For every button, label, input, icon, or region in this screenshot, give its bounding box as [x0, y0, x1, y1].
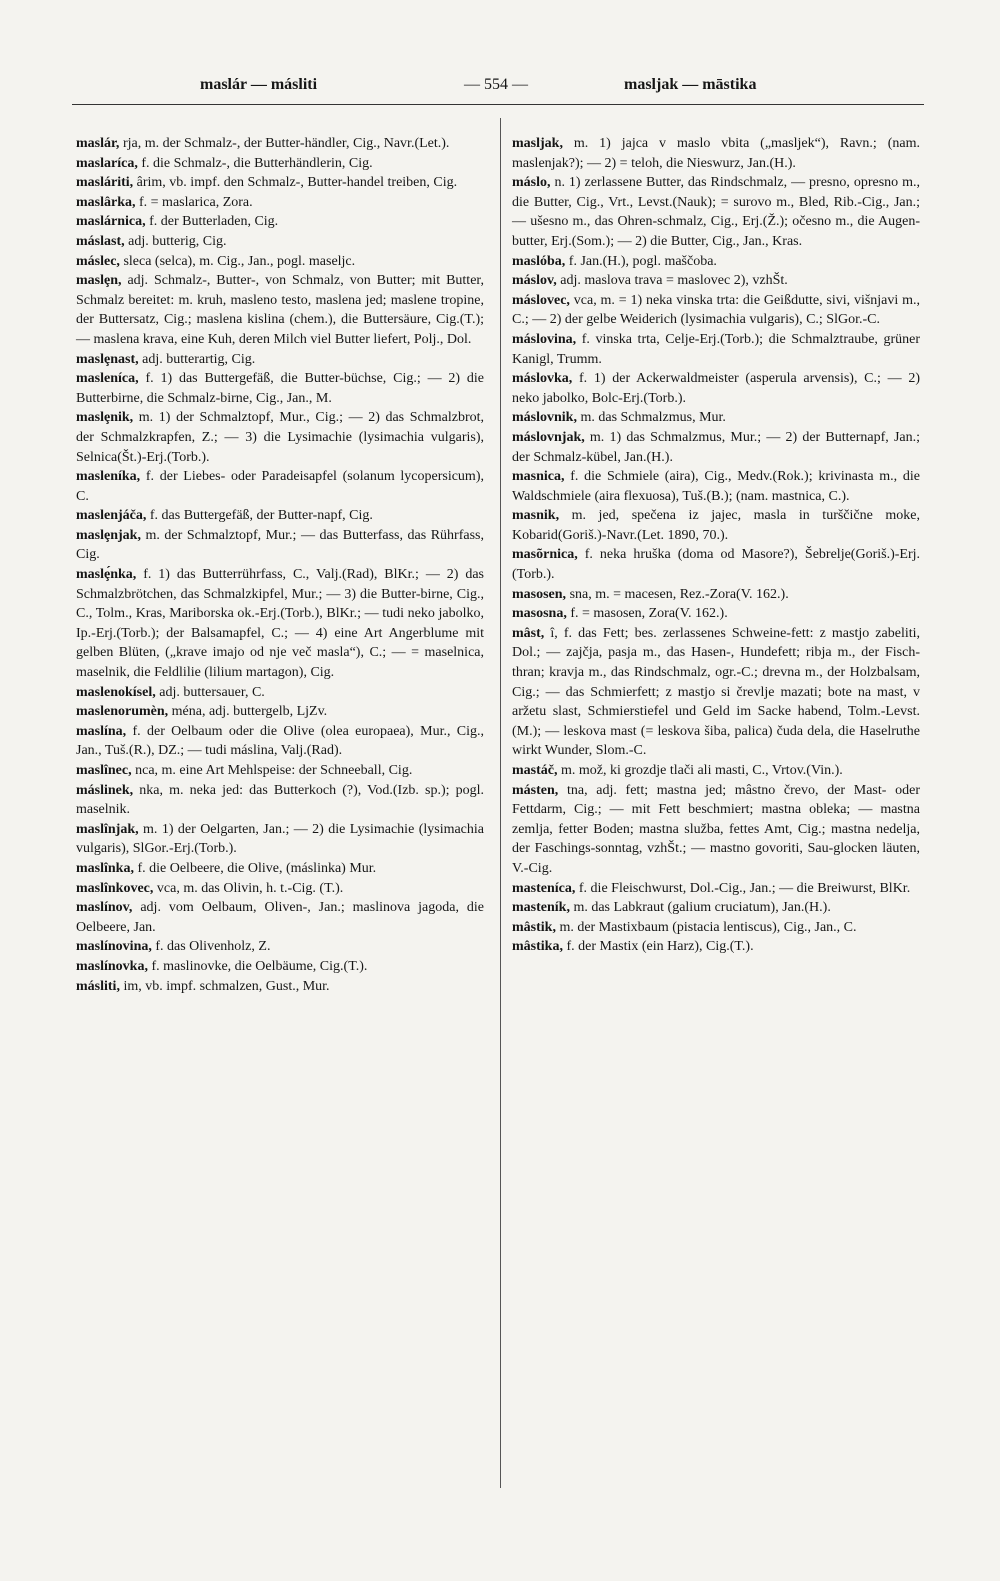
entry-headword: maslârka, [76, 194, 136, 210]
entry-definition: m. der Mastixbaum (pistacia lentiscus), Cig., Jan., C. [559, 919, 857, 935]
entry-headword: mâstik, [512, 919, 556, 935]
page-header [72, 76, 922, 104]
dictionary-entry [512, 173, 920, 251]
dictionary-entry [76, 859, 484, 879]
entry-headword: mastáč, [512, 763, 558, 778]
page-number: — 554 — [464, 76, 528, 93]
entry-definition: m. 1) der Oelgarten, Jan.; — 2) die Lysimachie (lysimachia vulgaris), SlGor.-Erj.(Torb.). [76, 821, 485, 857]
entry-headword: maslînec, [76, 763, 132, 778]
entry-definition: m. jed, spečena iz jajec, masla in turščične moke, Kobarid(Goriš.)-Navr.(Let. 1890, 70.). [512, 508, 920, 543]
entry-headword: máslovina, [512, 331, 577, 347]
header-right-range: masljak — māstika [624, 76, 757, 93]
dictionary-entry [76, 820, 484, 859]
entry-headword: maslár, [76, 136, 120, 151]
entry-definition: vca, m. das Olivin, h. t.-Cig. (T.). [156, 880, 344, 896]
entry-headword: maslȩn, [76, 273, 122, 289]
entry-headword: masljak, [512, 136, 563, 151]
entry-definition: ârim, vb. impf. den Schmalz-, Butter-handel treiben, Cig. [136, 175, 458, 191]
entry-definition: f. neka hruška (doma od Masore?), Šebrelje(Goriš.)-Erj.(Torb.). [512, 547, 920, 583]
dictionary-entry [76, 683, 484, 703]
column-divider [500, 118, 501, 1488]
dictionary-entry [512, 506, 920, 545]
entry-definition: im, vb. impf. schmalzen, Gust., Mur. [123, 978, 330, 994]
entry-headword: maslînkovec, [76, 880, 154, 896]
entry-headword: maslȩnik, [76, 410, 134, 426]
entry-headword: masosna, [512, 606, 567, 622]
dictionary-entry [76, 193, 484, 213]
entry-definition: f. 1) der Ackerwaldmeister (asperula arvensis), C.; — 2) neko jabolko, Bolc-Erj.(Torb.). [512, 371, 921, 406]
entry-definition: ména, adj. buttergelb, LjZv. [171, 704, 328, 720]
dictionary-entry [76, 173, 484, 193]
right-column [512, 134, 920, 957]
dictionary-entry [512, 467, 920, 506]
dictionary-entry [512, 545, 920, 584]
dictionary-entry [512, 585, 920, 605]
entry-headword: máslovec, [512, 292, 570, 308]
dictionary-entry [512, 271, 920, 291]
entry-definition: f. der Butterladen, Cig. [149, 214, 279, 230]
entry-definition: m. das Labkraut (galium cruciatum), Jan.(H.). [573, 900, 831, 916]
entry-definition: n. 1) zerlassene Butter, das Rindschmalz, — presno, opresno m., die Butter, Cig., Vrt., Levst.(Nauk); = surovo m., Bled, Rib.-Cig., Jan.; — ušesno m., das Ohren-schmalz, Cig., Erj.(Ž.); očesno m., die Augen-butter, Erj.(Som.); — 2) die Butter, Cig., Jan., Kras. [512, 175, 920, 249]
entry-headword: masnica, [512, 469, 565, 485]
dictionary-entry [76, 154, 484, 174]
entry-headword: masõrnica, [512, 547, 578, 563]
dictionary-entry [76, 252, 484, 272]
dictionary-entry [512, 918, 920, 938]
entry-definition: f. das Buttergefäß, der Butter-napf, Cig. [149, 508, 373, 524]
entry-definition: vca, m. = 1) neka vinska trta: die Geißdutte, sivi, višnjavi m., C.; — 2) der gelbe Weiderich (lysimachia vulgaris), C.; SlGor.-C. [512, 292, 920, 328]
entry-headword: maslȩnast, [76, 351, 139, 367]
entry-headword: máslo, [512, 175, 551, 191]
entry-headword: masleníka, [76, 469, 141, 485]
entry-headword: maslaríca, [76, 155, 138, 171]
dictionary-entry [76, 408, 484, 467]
entry-definition: m. mož, ki grozdje tlači ali masti, C., Vrtov.(Vin.). [561, 763, 843, 778]
dictionary-entry [512, 937, 920, 957]
dictionary-entry [512, 291, 920, 330]
entry-definition: f. 1) das Butterrührfass, C., Valj.(Rad), BlKr.; — 2) das Schmalzbrötchen, das Schmalzkipfel, Mur.; — 3) die Butter-birne, Cig., C., Tolm., Kras, Mariborska ok.-Erj.(Torb.), BlKr.; — tudi neko jabolko, Ip.-Erj.(Torb.); der Balsamapfel, C.; — 4) eine Art Angerblume mit gelben Blüten, („krave imajo od nje več masla“), C.; — = maselnica, maselnik, die Feldlilie (lilium martagon), Cig. [76, 567, 485, 681]
entry-headword: máslovnjak, [512, 429, 585, 445]
entry-definition: f. Jan.(H.), pogl. maščoba. [568, 253, 717, 269]
entry-headword: mâstika, [512, 939, 563, 955]
entry-headword: maslenokísel, [76, 684, 156, 700]
entry-headword: maslȩnjak, [76, 527, 141, 543]
entry-definition: m. das Schmalzmus, Mur. [580, 410, 726, 426]
dictionary-entry [76, 350, 484, 370]
entry-headword: maslînka, [76, 860, 134, 876]
dictionary-entry [512, 408, 920, 428]
entry-headword: maslenjáča, [76, 508, 147, 524]
dictionary-entry [512, 369, 920, 408]
entry-headword: maslárnica, [76, 214, 146, 230]
dictionary-entry [76, 937, 484, 957]
dictionary-entry [512, 624, 920, 761]
entry-headword: masosen, [512, 586, 567, 602]
header-left-range: maslár — másliti [200, 76, 318, 93]
dictionary-entry [76, 722, 484, 761]
entry-definition: m. der Schmalztopf, Mur.; — das Butterfass, das Rührfass, Cig. [76, 527, 484, 563]
entry-headword: másliti, [76, 978, 120, 994]
dictionary-entry [512, 428, 920, 467]
entry-headword: maslínovina, [76, 939, 152, 955]
entry-definition: f. das Olivenholz, Z. [155, 939, 271, 955]
entry-definition: f. der Oelbaum oder die Olive (olea europaea), Mur., Cig., Jan., Tuš.(R.), DZ.; — tudi máslina, Valj.(Rad). [76, 723, 485, 759]
entry-headword: mâst, [512, 625, 545, 641]
header-rule [72, 104, 924, 105]
dictionary-entry [76, 977, 484, 997]
entry-headword: maslînjak, [76, 821, 139, 837]
entry-definition: f. die Fleischwurst, Dol.-Cig., Jan.; — die Breiwurst, BlKr. [578, 880, 911, 896]
entry-headword: maslȩ́nka, [76, 567, 137, 583]
entry-definition: nka, m. neka jed: das Butterkoch (?), Vod.(Izb. sp.); pogl. maselnik. [76, 782, 484, 818]
entry-definition: m. 1) das Schmalzmus, Mur.; — 2) der Butternapf, Jan.; der Schmalz-kübel, Jan.(H.). [512, 429, 920, 465]
entry-headword: máslast, [76, 233, 125, 249]
entry-definition: adj. butterartig, Cig. [142, 351, 256, 367]
dictionary-entry [512, 781, 920, 879]
dictionary-entry [76, 212, 484, 232]
entry-headword: máslinek, [76, 782, 134, 798]
dictionary-entry [76, 232, 484, 252]
entry-definition: î, f. das Fett; bes. zerlassenes Schweine-fett: z mastjo zabeliti, Dol.; — zajčja, pasja m., das Hasen-, Hundefett; ribja m., der Fisch-thran; kravja m., das Rindschmalz, ogr.-C.; drevna m., der Holzbalsam, Cig.; — das Schmierfett; z mastjo si črevlje mazati; bote na mast, v aržetu slast, Schmierstiefel und Geld im Sacke habend, Tolm.-Levst.(M.); — leskova mast (= leskova šiba, palica) čuda dela, die Haselruthe wirkt Wunder, Slom.-C. [512, 625, 921, 759]
dictionary-entry [76, 526, 484, 565]
entry-definition: f. vinska trta, Celje-Erj.(Torb.); die Schmalztraube, grüner Kanigl, Trumm. [512, 331, 921, 367]
entry-headword: maslínovka, [76, 958, 148, 974]
entry-definition: adj. vom Oelbaum, Oliven-, Jan.; maslinova jagoda, die Oelbeere, Jan. [76, 900, 484, 935]
entry-headword: masleníca, [76, 371, 139, 387]
entry-definition: rja, m. der Schmalz-, der Butter-händler, Cig., Navr.(Let.). [122, 136, 450, 151]
entry-headword: maslenorumèn, [76, 704, 169, 720]
entry-definition: f. die Schmalz-, die Butterhändlerin, Cig. [141, 155, 373, 171]
entry-headword: masteník, [512, 900, 570, 916]
entry-definition: f. maslinovke, die Oelbäume, Cig.(T.). [151, 958, 368, 974]
entry-headword: máslov, [512, 273, 557, 289]
entry-definition: f. = maslarica, Zora. [139, 194, 253, 210]
dictionary-entry [512, 879, 920, 899]
entry-headword: maslína, [76, 723, 127, 739]
dictionary-entry [76, 565, 484, 683]
entry-headword: masnik, [512, 508, 560, 524]
dictionary-entry [512, 252, 920, 272]
entry-headword: másten, [512, 782, 559, 798]
entry-definition: adj. Schmalz-, Butter-, von Schmalz, von Butter; mit Butter, Schmalz bereitet: m. kruh, masleno testo, maslena jed; maslene tropine, der Buttersatz, Cig.; maslena kislina (chem.), die Buttersäure, Cig.(T.); — maslena krava, eine Kuh, deren Milch viel Butter liefert, Polj., Dol. [76, 273, 485, 347]
dictionary-entry [76, 879, 484, 899]
entry-definition: adj. maslova trava = maslovec 2), vzhŠt. [560, 273, 788, 289]
entry-definition: sna, m. = macesen, Rez.-Zora(V. 162.). [569, 586, 789, 602]
entry-definition: nca, m. eine Art Mehlspeise: der Schneeball, Cig. [135, 763, 413, 778]
entry-headword: máslovka, [512, 371, 573, 387]
entry-definition: f. 1) das Buttergefäß, die Butter-büchse, Cig.; — 2) die Butterbirne, die Schmalz-birne, Cig., Jan., M. [76, 371, 485, 406]
entry-headword: máslec, [76, 253, 120, 269]
entry-definition: f. die Schmiele (aira), Cig., Medv.(Rok.); krivinasta m., die Waldschmiele (aira flexuosa), Tuš.(B.); (nam. mastnica, C.). [512, 469, 920, 504]
dictionary-entry [76, 702, 484, 722]
dictionary-entry [76, 957, 484, 977]
entry-definition: f. = masosen, Zora(V. 162.). [570, 606, 728, 622]
entry-definition: f. der Mastix (ein Harz), Cig.(T.). [566, 939, 754, 955]
dictionary-entry [512, 604, 920, 624]
entry-headword: maslínov, [76, 900, 133, 916]
entry-headword: masláriti, [76, 175, 134, 191]
dictionary-entry [512, 134, 920, 173]
dictionary-entry [76, 898, 484, 937]
dictionary-entry [76, 271, 484, 349]
entry-headword: masteníca, [512, 880, 576, 896]
dictionary-entry [512, 761, 920, 781]
entry-definition: f. die Oelbeere, die Olive, (máslinka) Mur. [137, 860, 377, 876]
entry-definition: adj. buttersauer, C. [159, 684, 265, 700]
entry-definition: tna, adj. fett; mastna jed; mâstno črevo, der Mast- oder Fettdarm, Cig.; — mit Fett beschmiert; mastna obleka; — mastna zemlja, fetter Boden; mastna služba, fettes Amt, Cig.; mastna nedelja, der Faschings-sonntag, vzhŠt.; — mastno govoriti, Sau-glocken läuten, V.-Cig. [512, 782, 920, 876]
dictionary-entry [512, 330, 920, 369]
dictionary-entry [76, 467, 484, 506]
entry-definition: m. 1) jajca v maslo vbita („masljek“), Ravn.; (nam. maslenjak?); — 2) = teloh, die Nieswurz, Jan.(H.). [512, 136, 920, 171]
entry-headword: maslóba, [512, 253, 566, 269]
entry-definition: sleca (selca), m. Cig., Jan., pogl. maseljc. [123, 253, 356, 269]
entry-definition: adj. butterig, Cig. [128, 233, 227, 249]
left-column [76, 134, 484, 996]
dictionary-entry [76, 761, 484, 781]
dictionary-entry [76, 506, 484, 526]
entry-headword: máslovnik, [512, 410, 577, 426]
dictionary-entry [76, 369, 484, 408]
dictionary-entry [76, 781, 484, 820]
dictionary-entry [76, 134, 484, 154]
entry-definition: f. der Liebes- oder Paradeisapfel (solanum lycopersicum), C. [76, 469, 484, 504]
dictionary-entry [512, 898, 920, 918]
entry-definition: m. 1) der Schmalztopf, Mur., Cig.; — 2) das Schmalzbrot, der Schmalzkrapfen, Z.; — 3) die Lysimachie (lysimachia vulgaris), Selnica(Št.)-Erj.(Torb.). [76, 410, 484, 465]
